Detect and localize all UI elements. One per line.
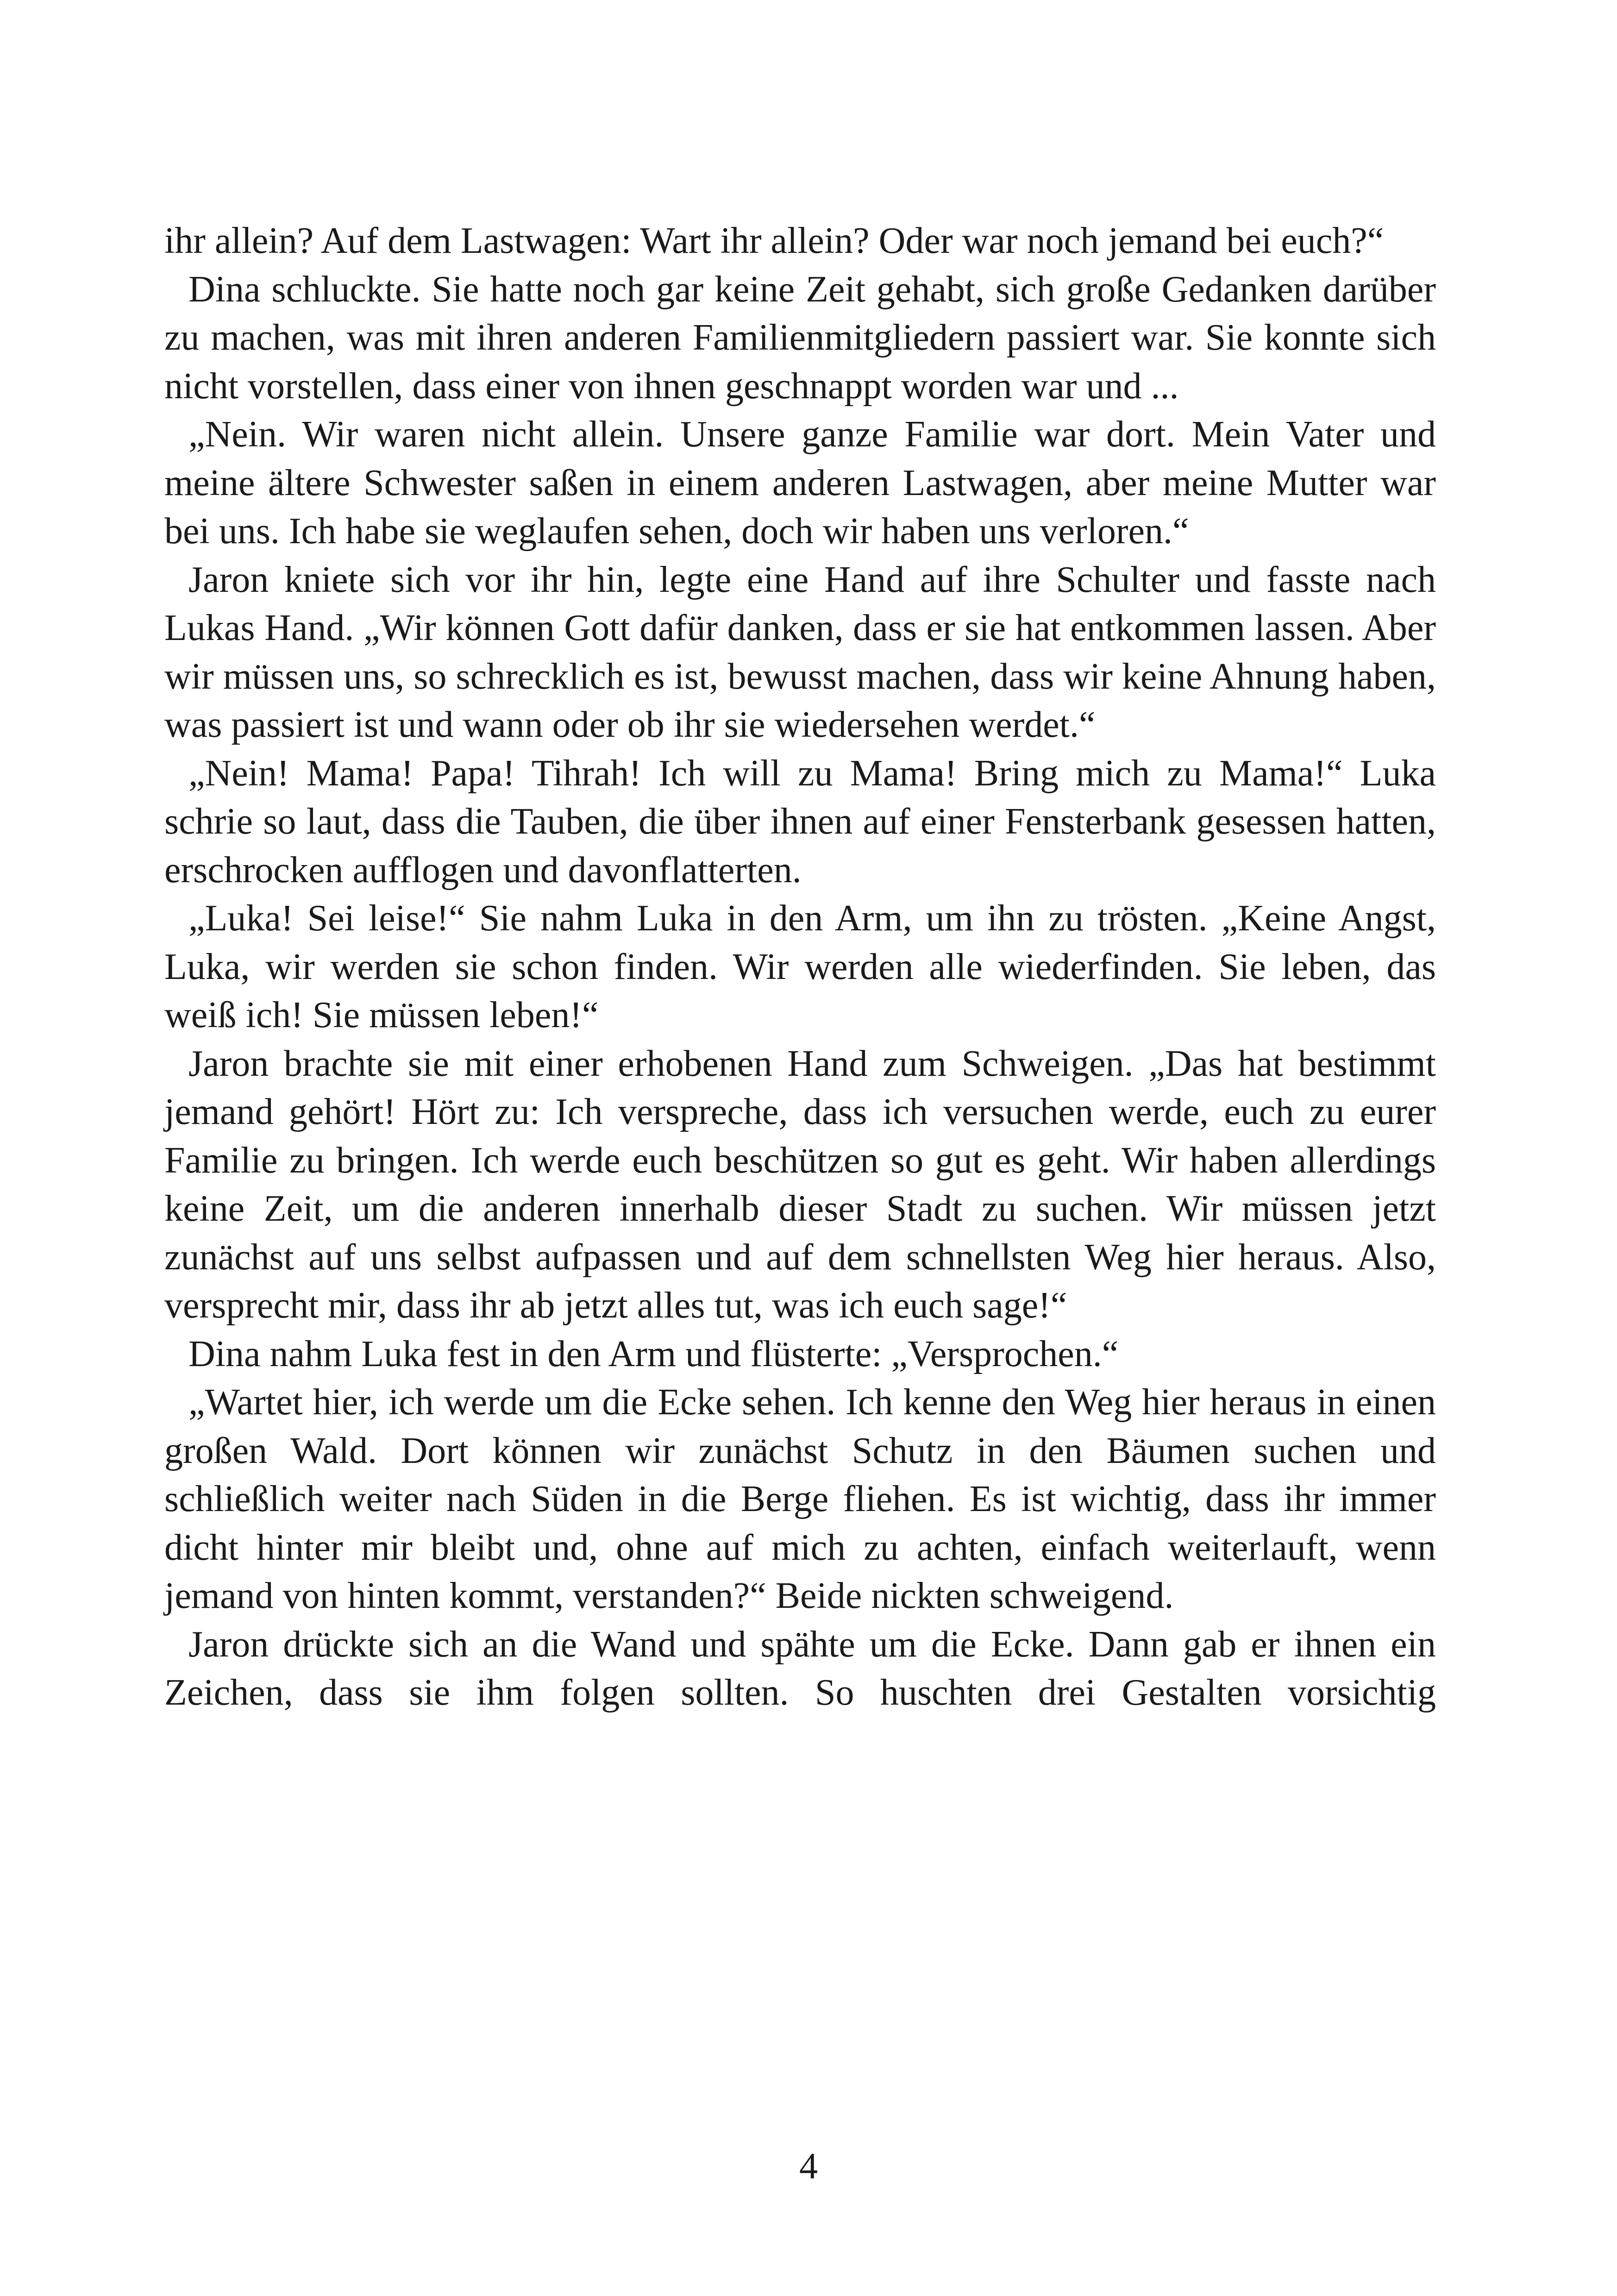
paragraph-continuation: ihr allein? Auf dem Lastwagen: Wart ihr allein? Oder war noch jemand bei euch?“ bbox=[164, 220, 1384, 261]
body-text bbox=[164, 217, 1436, 1717]
paragraph-jaron-kniete: Jaron kniete sich vor ihr hin, legte eine Hand auf ihre Schulter und fasste nach Lukas Hand. „Wir können Gott dafür danken, dass er sie hat entkommen lassen. Aber wir müssen uns, so schrecklich es ist, bewusst machen, dass wir keine Ahnung haben, was passiert ist und wann oder ob ihr sie wiedersehen werdet.“ bbox=[164, 559, 1436, 745]
page-number: 4 bbox=[799, 2146, 818, 2187]
paragraph-nein-nicht-allein: „Nein. Wir waren nicht allein. Unsere ganze Familie war dort. Mein Vater und meine ältere Schwester saßen in einem anderen Lastwagen, aber meine Mutter war bei uns. Ich habe sie weglaufen sehen, doch wir haben uns verloren.“ bbox=[164, 414, 1436, 552]
paragraph-sei-leise: „Luka! Sei leise!“ Sie nahm Luka in den Arm, um ihn zu trösten. „Keine Angst, Luka, wir werden sie schon finden. Wir werden alle wiederfinden. Sie leben, das weiß ich! Sie müssen leben!“ bbox=[164, 898, 1436, 1035]
paragraph-dina-schluckte: Dina schluckte. Sie hatte noch gar keine Zeit gehabt, sich große Gedanken darüber zu machen, was mit ihren anderen Familienmitgliedern passiert war. Sie konnte sich nicht vorstellen, dass einer von ihnen geschnappt worden war und ... bbox=[164, 269, 1436, 407]
paragraph-wartet-hier: „Wartet hier, ich werde um die Ecke sehen. Ich kenne den Weg hier heraus in einen großen Wald. Dort können wir zunächst Schutz in den Bäumen suchen und schließlich weiter nach Süden in die Berge fliehen. Es ist wichtig, dass ihr immer dicht hinter mir bleibt und, ohne auf mich zu achten, einfach weiterlauft, wenn jemand von hinten kommt, verstanden?“ Beide nickten schweigend. bbox=[164, 1382, 1436, 1616]
paragraph-jaron-wand: Jaron drückte sich an die Wand und spähte um die Ecke. Dann gab er ihnen ein Zeichen, dass sie ihm folgen sollten. So huschten drei Gestalten vorsichtig bbox=[164, 1624, 1436, 1713]
paragraph-luka-schrie: „Nein! Mama! Papa! Tihrah! Ich will zu Mama! Bring mich zu Mama!“ Luka schrie so laut, dass die Tauben, die über ihnen auf einer Fensterbank gesessen hatten, erschrocken aufflogen und davonflatterten. bbox=[164, 753, 1436, 891]
paragraph-jaron-schweigen: Jaron brachte sie mit einer erhobenen Hand zum Schweigen. „Das hat bestimmt jemand gehört! Hört zu: Ich verspreche, dass ich versuchen werde, euch zu eurer Familie zu bringen. Ich werde euch beschützen so gut es geht. Wir haben allerdings keine Zeit, um die anderen innerhalb dieser Stadt zu suchen. Wir müssen jetzt zunächst auf uns selbst aufpassen und auf dem schnellsten Weg hier heraus. Also, versprecht mir, dass ihr ab jetzt alles tut, was ich euch sage!“ bbox=[164, 1043, 1436, 1326]
paragraph-versprochen: Dina nahm Luka fest in den Arm und flüsterte: „Versprochen.“ bbox=[188, 1333, 1119, 1374]
